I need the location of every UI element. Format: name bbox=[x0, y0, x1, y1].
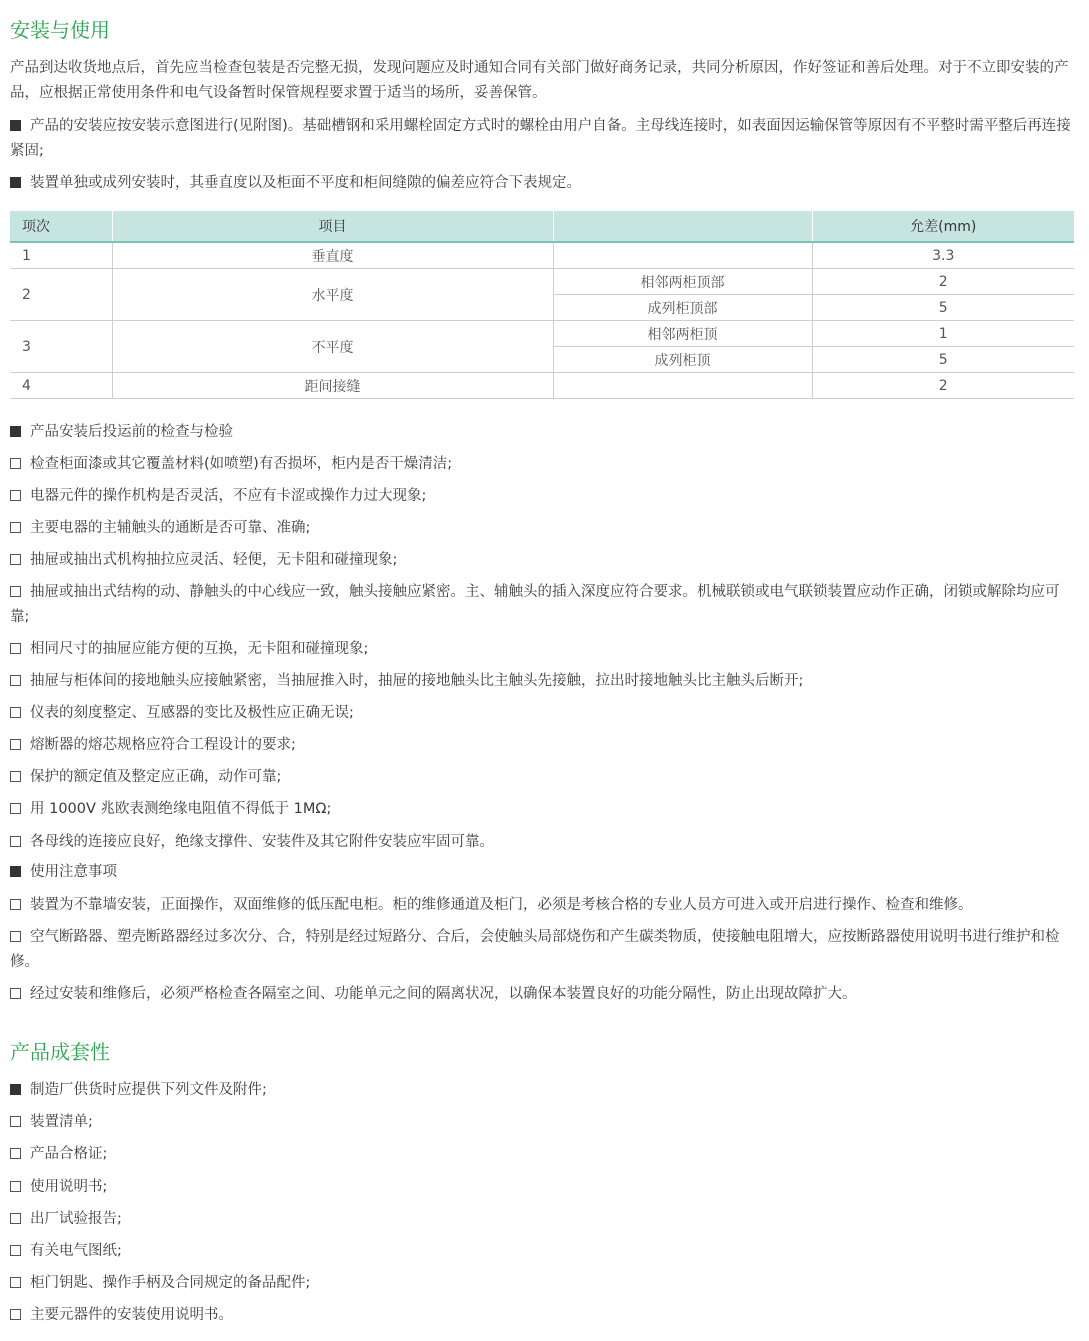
list-item bbox=[10, 1207, 1074, 1232]
empty-square-icon bbox=[10, 739, 21, 750]
bullet-install-diagram bbox=[10, 114, 1074, 164]
empty-square-icon bbox=[10, 586, 21, 597]
list-item bbox=[10, 733, 1074, 758]
list-item-text: 装置清单; bbox=[30, 1114, 93, 1130]
list-item bbox=[10, 797, 1074, 822]
filled-square-icon bbox=[10, 120, 21, 131]
empty-square-icon bbox=[10, 1245, 21, 1256]
completeness-heading bbox=[10, 1078, 1074, 1103]
list-item-text: 主要元器件的安装使用说明书。 bbox=[30, 1307, 233, 1323]
list-item-text: 主要电器的主辅触头的通断是否可靠、准确; bbox=[30, 520, 311, 536]
list-item-text: 仪表的刻度整定、互感器的变比及极性应正确无误; bbox=[30, 705, 354, 721]
cell-item: 距间接缝 bbox=[112, 373, 553, 399]
list-item bbox=[10, 548, 1074, 573]
list-item-text: 产品合格证; bbox=[30, 1146, 108, 1162]
empty-square-icon bbox=[10, 931, 21, 942]
empty-square-icon bbox=[10, 836, 21, 847]
empty-square-icon bbox=[10, 1181, 21, 1192]
list-item bbox=[10, 1110, 1074, 1135]
list-item-text: 各母线的连接应良好，绝缘支撑件、安装件及其它附件安装应牢固可靠。 bbox=[30, 834, 494, 850]
col-header-index: 项次 bbox=[10, 211, 112, 242]
col-header-tolerance: 允差(mm) bbox=[812, 211, 1074, 242]
heading-text: 产品安装后投运前的检查与检验 bbox=[30, 424, 233, 440]
list-item bbox=[10, 1239, 1074, 1264]
empty-square-icon bbox=[10, 1148, 21, 1159]
list-item bbox=[10, 516, 1074, 541]
heading-text: 制造厂供货时应提供下列文件及附件; bbox=[30, 1082, 267, 1098]
filled-square-icon bbox=[10, 1084, 21, 1095]
empty-square-icon bbox=[10, 1277, 21, 1288]
cell-value: 1 bbox=[812, 321, 1074, 347]
cell-index: 3 bbox=[10, 321, 112, 373]
list-item bbox=[10, 701, 1074, 726]
cell-sub bbox=[553, 373, 812, 399]
table-row bbox=[10, 321, 1074, 347]
cell-value: 5 bbox=[812, 347, 1074, 373]
table-header-row bbox=[10, 211, 1074, 242]
list-item bbox=[10, 830, 1074, 855]
list-item-text: 检查柜面漆或其它覆盖材料(如喷塑)有否损坏，柜内是否干燥清洁; bbox=[30, 456, 453, 472]
list-item-text: 用 1000V 兆欧表测绝缘电阻值不得低于 1MΩ; bbox=[30, 801, 332, 817]
empty-square-icon bbox=[10, 899, 21, 910]
list-item bbox=[10, 580, 1074, 630]
empty-square-icon bbox=[10, 554, 21, 565]
list-item bbox=[10, 893, 1074, 918]
cell-value: 3.3 bbox=[812, 242, 1074, 269]
cell-item: 垂直度 bbox=[112, 242, 553, 269]
heading-text: 使用注意事项 bbox=[30, 864, 117, 880]
filled-square-icon bbox=[10, 426, 21, 437]
table-row bbox=[10, 373, 1074, 399]
empty-square-icon bbox=[10, 1213, 21, 1224]
list-item bbox=[10, 637, 1074, 662]
list-item-text: 经过安装和维修后，必须严格检查各隔室之间、功能单元之间的隔离状况，以确保本装置良好的功能分隔性，防止出现故障扩大。 bbox=[30, 986, 857, 1002]
list-item bbox=[10, 669, 1074, 694]
list-item-text: 抽屉或抽出式机构抽拉应灵活、轻便，无卡阻和碰撞现象; bbox=[30, 552, 398, 568]
filled-square-icon bbox=[10, 177, 21, 188]
list-item bbox=[10, 484, 1074, 509]
list-item bbox=[10, 982, 1074, 1007]
filled-square-icon bbox=[10, 866, 21, 877]
empty-square-icon bbox=[10, 522, 21, 533]
list-item bbox=[10, 1271, 1074, 1296]
cell-sub: 相邻两柜顶部 bbox=[553, 269, 812, 295]
cell-sub: 成列柜顶 bbox=[553, 347, 812, 373]
bullet-tolerance-note bbox=[10, 171, 1074, 196]
inspection-heading bbox=[10, 420, 1074, 445]
cell-sub bbox=[553, 242, 812, 269]
usage-heading bbox=[10, 860, 1074, 885]
empty-square-icon bbox=[10, 490, 21, 501]
list-item-text: 相同尺寸的抽屉应能方便的互换，无卡阻和碰撞现象; bbox=[30, 641, 369, 657]
list-item-text: 使用说明书; bbox=[30, 1179, 108, 1195]
cell-value: 5 bbox=[812, 295, 1074, 321]
empty-square-icon bbox=[10, 458, 21, 469]
list-item-text: 抽屉或抽出式结构的动、静触头的中心线应一致，触头接触应紧密。主、辅触头的插入深度应符合要求。机械联锁或电气联锁装置应动作正确，闭锁或解除均应可靠; bbox=[10, 584, 1060, 625]
intro-paragraph: 产品到达收货地点后，首先应当检查包装是否完整无损，发现问题应及时通知合同有关部门做好商务记录，共同分析原因，作好签证和善后处理。对于不立即安装的产品，应根据正常使用条件和电气设备暂时保管规程要求置于适当的场所，妥善保管。 bbox=[10, 60, 1069, 101]
table-row bbox=[10, 242, 1074, 269]
list-item-text: 抽屉与柜体间的接地触头应接触紧密，当抽屉推入时，抽屉的接地触头比主触头先接触，拉出时接地触头比主触头后断开; bbox=[30, 673, 804, 689]
empty-square-icon bbox=[10, 988, 21, 999]
list-item bbox=[10, 765, 1074, 790]
bullet-text: 产品的安装应按安装示意图进行(见附图)。基础槽钢和采用螺栓固定方式时的螺栓由用户自备。主母线连接时，如表面因运输保管等原因有不平整时需平整后再连接紧固; bbox=[10, 118, 1071, 159]
list-item bbox=[10, 1142, 1074, 1167]
cell-item: 不平度 bbox=[112, 321, 553, 373]
tolerance-table bbox=[10, 211, 1074, 399]
list-item-text: 熔断器的熔芯规格应符合工程设计的要求; bbox=[30, 737, 296, 753]
table-row bbox=[10, 269, 1074, 295]
cell-sub: 相邻两柜顶 bbox=[553, 321, 812, 347]
list-item-text: 有关电气图纸; bbox=[30, 1243, 122, 1259]
cell-value: 2 bbox=[812, 373, 1074, 399]
list-item-text: 保护的额定值及整定应正确，动作可靠; bbox=[30, 769, 282, 785]
list-item-text: 柜门钥匙、操作手柄及合同规定的备品配件; bbox=[30, 1275, 311, 1291]
col-header-item: 项目 bbox=[112, 211, 553, 242]
empty-square-icon bbox=[10, 707, 21, 718]
cell-value: 2 bbox=[812, 269, 1074, 295]
empty-square-icon bbox=[10, 803, 21, 814]
cell-index: 1 bbox=[10, 242, 112, 269]
empty-square-icon bbox=[10, 1116, 21, 1127]
cell-index: 4 bbox=[10, 373, 112, 399]
col-header-sub bbox=[553, 211, 812, 242]
section-title-completeness: 产品成套性 bbox=[10, 1040, 110, 1064]
list-item bbox=[10, 925, 1074, 975]
empty-square-icon bbox=[10, 771, 21, 782]
list-item-text: 装置为不靠墙安装，正面操作，双面维修的低压配电柜。柜的维修通道及柜门，必须是考核合格的专业人员方可进入或开启进行操作、检查和维修。 bbox=[30, 897, 973, 913]
list-item bbox=[10, 1175, 1074, 1200]
list-item-text: 电器元件的操作机构是否灵活，不应有卡涩或操作力过大现象; bbox=[30, 488, 427, 504]
cell-sub: 成列柜顶部 bbox=[553, 295, 812, 321]
list-item-text: 空气断路器、塑壳断路器经过多次分、合，特别是经过短路分、合后，会使触头局部烧伤和产生碳类物质，使接触电阻增大，应按断路器使用说明书进行维护和检修。 bbox=[10, 929, 1060, 970]
empty-square-icon bbox=[10, 1309, 21, 1320]
empty-square-icon bbox=[10, 675, 21, 686]
list-item bbox=[10, 452, 1074, 477]
bullet-text: 装置单独或成列安装时，其垂直度以及柜面不平度和柜间缝隙的偏差应符合下表规定。 bbox=[30, 175, 581, 191]
cell-index: 2 bbox=[10, 269, 112, 321]
section-title-install: 安装与使用 bbox=[10, 18, 110, 42]
empty-square-icon bbox=[10, 643, 21, 654]
list-item bbox=[10, 1303, 1074, 1328]
cell-item: 水平度 bbox=[112, 269, 553, 321]
list-item-text: 出厂试验报告; bbox=[30, 1211, 122, 1227]
